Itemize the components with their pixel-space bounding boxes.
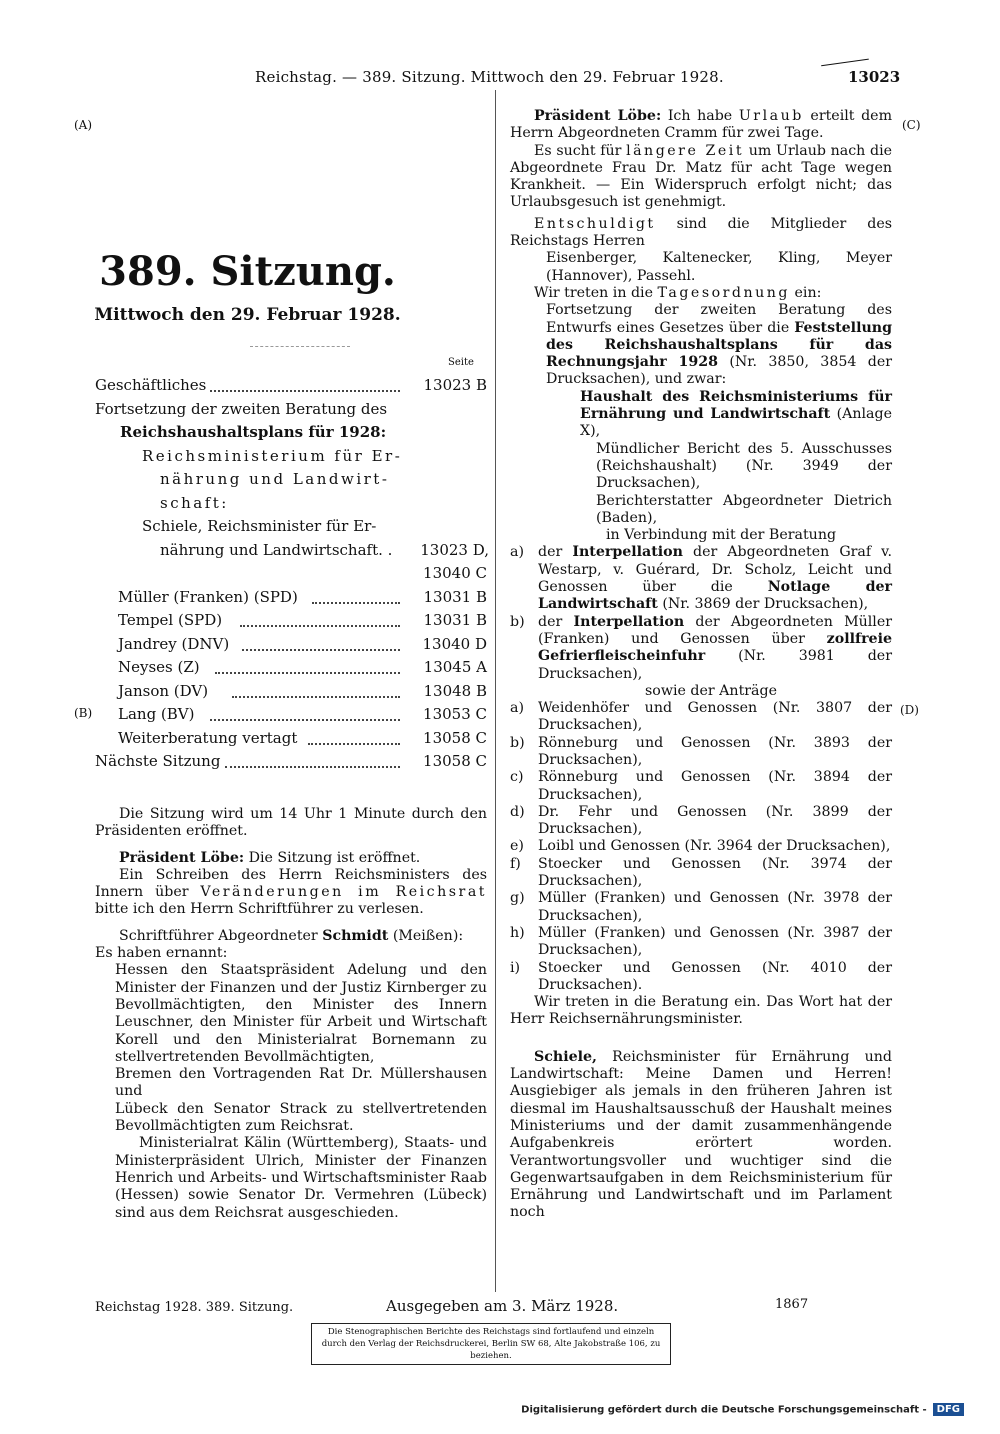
toc-row — [0, 445, 495, 469]
text-run: (Nr. 3850, 3854 der Drucksachen), und zwar: — [546, 354, 893, 388]
column-divider — [495, 90, 496, 1292]
toc-label-bold: Reichshaushaltsplans für 1928: — [120, 423, 387, 441]
toc-label: Fortsetzung der zweiten Beratung des — [95, 399, 388, 418]
table-of-contents — [0, 374, 495, 774]
item-letter: c) — [510, 769, 524, 786]
item-letter: b) — [510, 734, 525, 751]
toc-page: 13023 B — [423, 376, 487, 394]
footer-page-number: 1867 — [775, 1297, 809, 1312]
toc-row — [0, 421, 495, 445]
funding-note — [521, 1403, 964, 1416]
haushalt-paragraph — [510, 389, 892, 441]
interpellation-a — [510, 544, 892, 613]
text-run: der — [538, 613, 563, 630]
toc-row — [0, 539, 495, 563]
toc-label: Müller (Franken) (SPD) — [118, 587, 298, 606]
toc-page: 13045 A — [423, 658, 487, 676]
text-run: der — [538, 544, 563, 561]
bremen-paragraph — [95, 1066, 487, 1101]
bold-text: Haushalt des Reichsministeriums für Ernährung und Landwirtschaft — [580, 388, 892, 423]
speech-text: Reichsminister für Ernährung und Landwirtschaft: Meine Damen und Herren! Ausgiebiger als jemals in den früheren Jahren ist diesmal im Haushaltsausschuß der Haushalt meines Ministeriums und der damit zusammenhängende Aufgabenkreis erörtert worden. Verantwortungsvoller und wuchtiger sind die Gegenwartsaufgaben in dem Reichsministerium für Ernährung und Landwirtschaft und im Parlament noch — [510, 1048, 892, 1221]
left-column — [95, 806, 487, 1222]
item-letter: d) — [510, 803, 525, 820]
antraege-list — [510, 700, 892, 994]
list-item — [510, 960, 892, 995]
text-run: Bremen den Vortragenden Rat — [115, 1066, 345, 1083]
speaker-name: Präsident Löbe: — [119, 849, 245, 866]
toc-page: 13031 B — [423, 611, 487, 629]
list-item — [510, 890, 892, 925]
toc-row — [0, 374, 495, 398]
text-run: Fortsetzung der zweiten Beratung des Entwurfs eines Gesetzes über die — [546, 302, 892, 336]
marker-d: (D) — [900, 703, 919, 717]
toc-row — [0, 633, 495, 657]
bold-text: zollfreie Gefrierfleischeinfuhr — [538, 630, 892, 665]
item-letter: e) — [510, 838, 524, 855]
item-letter: a) — [510, 700, 524, 717]
toc-label: Lang (BV) — [118, 705, 195, 723]
verbindung-line: in Verbindung mit der Beratung — [605, 527, 837, 544]
toc-leader — [308, 743, 400, 745]
beratung-paragraph: Wir treten in die Beratung ein. Das Wort hat der Herr Reichsernährungsminister. — [510, 994, 892, 1028]
spaced-text: Entschuldigt — [534, 215, 656, 232]
item-letter: h) — [510, 924, 525, 941]
item-text: Stoecker und Genossen (Nr. 4010 der Drucksachen). — [538, 959, 892, 993]
toc-leader — [210, 719, 400, 721]
toc-row — [0, 586, 495, 610]
urlaubsgesuch-paragraph — [510, 143, 892, 212]
list-item — [510, 735, 892, 770]
toc-page: 13058 C — [423, 728, 487, 747]
item-text: Rönneburg und Genossen (Nr. 3894 der Drucksachen), — [538, 769, 892, 803]
toc-leader — [215, 672, 400, 674]
toc-row — [0, 468, 495, 492]
speaker-name: Schmidt — [322, 927, 389, 944]
seite-label: Seite — [448, 357, 474, 368]
item-text: Weidenhöfer und Genossen (Nr. 3807 der Drucksachen), — [538, 700, 892, 734]
toc-row — [0, 492, 495, 516]
toc-row — [0, 727, 495, 751]
toc-page: 13048 B — [423, 681, 487, 700]
toc-row — [0, 680, 495, 704]
toc-page: 13023 D, — [420, 540, 489, 559]
item-letter: f) — [510, 855, 521, 872]
entschuldigt-paragraph — [510, 216, 892, 251]
toc-label: Neyses (Z) — [118, 658, 200, 676]
text-run: Dr. Müllershausen — [351, 1066, 487, 1083]
toc-row — [0, 703, 495, 727]
letter-paragraph — [95, 867, 487, 919]
footer-issued: Ausgegeben am 3. März 1928. — [386, 1297, 619, 1315]
list-item — [510, 804, 892, 839]
ernannt-line: Es haben ernannt: — [95, 945, 228, 962]
toc-row — [0, 398, 495, 422]
toc-row — [0, 515, 495, 539]
schriftfuehrer-paragraph — [95, 928, 487, 945]
toc-label: nährung und Landwirt- — [160, 470, 390, 488]
ausgeschieden-paragraph: Ministerialrat Kälin (Württemberg), Staats- und Ministerpräsident Ulrich, Minister der Finanzen Henrich und Arbeits- und Wirtschaftsminister Raab (Hessen) sowie Senator Dr. Vermehren (Lübeck) sind aus dem Reichsrat ausgeschieden. — [115, 1135, 487, 1221]
item-letter: g) — [510, 890, 525, 907]
toc-leader — [232, 696, 400, 698]
text-run: der Abgeordneten Müller (Franken) und Genossen über — [538, 613, 892, 647]
bold-text: Interpellation — [573, 613, 685, 630]
text-run: erteilt dem Herrn Abgeordneten Cramm für zwei Tage. — [510, 108, 893, 142]
text-run: der Abgeordneten Graf v. Westarp, v. Guérard, Dr. Scholz, Leicht und Genossen über die — [538, 544, 893, 596]
separator — [250, 346, 350, 347]
text-run: (Meißen): — [392, 927, 464, 944]
item-text: Dr. Fehr und Genossen (Nr. 3899 der Drucksachen), — [538, 803, 892, 838]
text-run: (Nr. 3981 der Drucksachen), — [538, 648, 892, 682]
tagesordnung-paragraph — [510, 285, 892, 302]
toc-page: 13058 C — [423, 752, 487, 770]
speech-text: Die Sitzung ist eröffnet. — [248, 849, 421, 866]
urlaub-paragraph — [510, 108, 892, 143]
luebeck-paragraph: Lübeck den Senator Strack zu stellvertretenden Bevollmächtigten zum Reichsrat. — [115, 1100, 487, 1135]
session-title: 389. Sitzung. — [99, 248, 396, 295]
running-header: Reichstag. — 389. Sitzung. Mittwoch den 29. Februar 1928. — [255, 68, 724, 86]
session-date: Mittwoch den 29. Februar 1928. — [94, 305, 401, 325]
toc-leader — [210, 390, 400, 392]
toc-label: Reichsministerium für Er- — [142, 446, 403, 465]
item-text: Müller (Franken) und Genossen (Nr. 3987 der Drucksachen), — [538, 924, 892, 959]
toc-leader — [242, 649, 400, 651]
toc-page: 13031 B — [423, 587, 487, 606]
item-text: Rönneburg und Genossen (Nr. 3893 der Drucksachen), — [538, 734, 892, 768]
toc-row — [0, 609, 495, 633]
toc-label: Jandrey (DNV) — [118, 634, 230, 653]
text-run: bitte ich den Herrn Schriftführer zu verlesen. — [95, 901, 424, 918]
list-item — [510, 925, 892, 960]
toc-leader — [240, 625, 400, 627]
toc-row — [0, 656, 495, 680]
toc-row — [0, 750, 495, 774]
toc-label: Janson (DV) — [118, 681, 209, 700]
interpellation-b — [510, 614, 892, 683]
toc-label: Tempel (SPD) — [118, 611, 223, 629]
text-run: um Urlaub nach die Abgeordnete Frau Dr. Matz für acht Tage wegen Krankheit. — Ein Widerspruch erfolgt nicht; das Urlaubsgesuch ist genehmigt. — [510, 142, 892, 211]
toc-label: Nächste Sitzung — [95, 752, 221, 770]
toc-label: Weiterberatung vertagt — [118, 728, 298, 747]
marker-c: (C) — [902, 118, 921, 132]
text-run: (Anlage X), — [580, 406, 892, 440]
list-item — [510, 856, 892, 891]
toc-page: 13053 C — [423, 705, 487, 723]
marker-a: (A) — [74, 118, 93, 132]
page-number: 13023 — [848, 68, 901, 86]
list-item — [510, 769, 892, 804]
list-item — [510, 700, 892, 735]
schiele-speech — [510, 1049, 892, 1222]
spaced-text: Veränderungen im Reichsrat — [200, 884, 487, 901]
toc-page: 13040 D — [422, 634, 487, 653]
item-text: Loibl und Genossen (Nr. 3964 der Drucksachen), — [538, 838, 891, 855]
dfg-logo: DFG — [933, 1403, 964, 1416]
toc-leader — [225, 766, 400, 768]
berichterstatter-paragraph: Berichterstatter Abgeordneter Dietrich (Baden), — [596, 492, 892, 526]
item-text: Stoecker und Genossen (Nr. 3974 der Drucksachen), — [538, 855, 892, 890]
right-column — [510, 108, 892, 1222]
text-run: Schriftführer Abgeordneter — [119, 927, 318, 944]
speaker-name: Präsident Löbe: — [534, 108, 662, 124]
speaker-name: Schiele, — [534, 1048, 597, 1065]
toc-row — [0, 562, 495, 586]
toc-label: nährung und Landwirtschaft. . — [160, 540, 393, 559]
handwritten-mark — [819, 45, 869, 67]
sowie-line: sowie der Anträge — [645, 682, 777, 699]
bold-text: Interpellation — [572, 544, 683, 561]
publisher-notice: Die Stenographischen Berichte des Reichstags sind fortlaufend und einzeln durch den Verlag der Reichsdruckerei, Berlin SW 68, Alte Jakobstraße 106, zu beziehen. — [311, 1323, 671, 1365]
text-run: ein: — [794, 284, 822, 301]
fortsetzung-paragraph — [510, 302, 892, 388]
item-letter: a) — [510, 544, 524, 561]
toc-label: Schiele, Reichsminister für Er- — [142, 517, 377, 535]
bold-text: Feststellung des Reichshaushaltsplans für das Rechnungsjahr 1928 — [546, 319, 893, 371]
text-run: (Nr. 3869 der Drucksachen), — [662, 596, 869, 613]
toc-label: Geschäftliches — [95, 376, 207, 394]
text-run: Ein Schreiben des Herrn Reichsministers des Innern über — [95, 866, 487, 901]
toc-page: 13040 C — [423, 564, 487, 582]
funding-text: Digitalisierung gefördert durch die Deutsche Forschungsgemeinschaft - — [521, 1404, 927, 1416]
text-run: sind die Mitglieder des Reichstags Herren — [510, 215, 893, 250]
item-letter: i) — [510, 959, 521, 976]
bold-text: Notlage der Landwirtschaft — [538, 579, 893, 613]
bericht-paragraph: Mündlicher Bericht des 5. Ausschusses (Reichshaushalt) (Nr. 3949 der Drucksachen), — [596, 440, 892, 492]
spaced-text: längere Zeit — [626, 142, 745, 159]
marker-b: (B) — [74, 706, 93, 720]
spaced-text: Urlaub — [738, 108, 804, 124]
footer-left: Reichstag 1928. 389. Sitzung. — [95, 1300, 294, 1315]
text-run: Wir treten in die — [534, 284, 653, 301]
entschuldigt-names: Eisenberger, Kaltenecker, Kling, Meyer (Hannover), Passehl. — [546, 250, 892, 284]
hessen-paragraph: Hessen den Staatspräsident Adelung und den Minister der Finanzen und der Justiz Kirnberger zu Bevollmächtigten, den Minister des Innern Leuschner, den Minister für Arbeit und Wirtschaft Korell und den Ministerialrat Bornemann zu stellvertretenden Bevollmächtigten, — [115, 962, 487, 1065]
text-run: Es sucht für — [534, 142, 622, 159]
toc-leader — [312, 602, 400, 604]
spaced-text: Tagesordnung — [657, 284, 790, 301]
opening-paragraph: Die Sitzung wird um 14 Uhr 1 Minute durch den Präsidenten eröffnet. — [95, 806, 487, 840]
item-letter: b) — [510, 613, 525, 630]
text-run: Ich habe — [667, 108, 733, 124]
list-item — [510, 838, 892, 855]
text-run: und — [115, 1083, 143, 1100]
president-paragraph — [95, 850, 487, 867]
toc-label: schaft: — [160, 493, 229, 512]
item-text: Müller (Franken) und Genossen (Nr. 3978 der Drucksachen), — [538, 890, 892, 924]
